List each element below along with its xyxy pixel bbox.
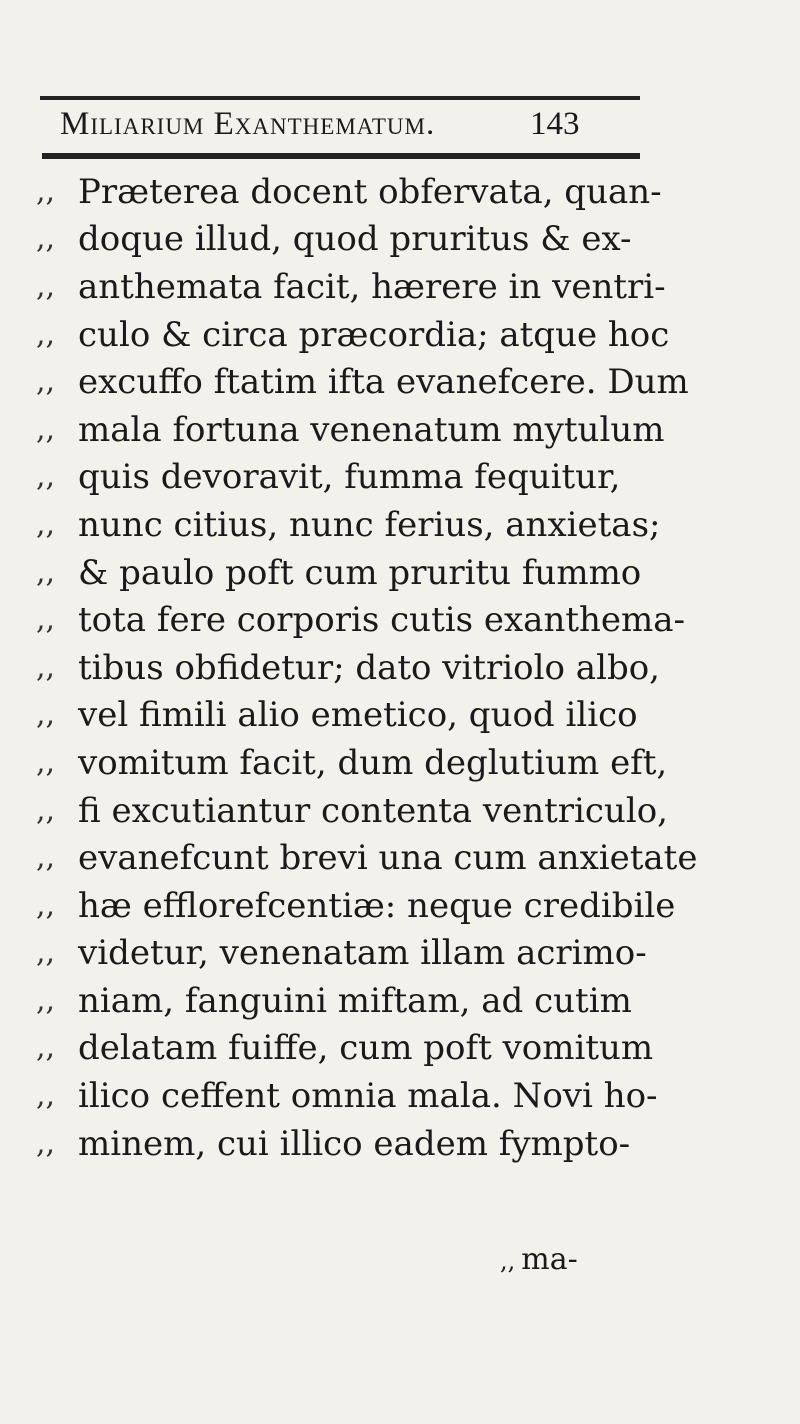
line-text: vomitum facit, dum deglutium eft, — [78, 742, 668, 783]
text-line — [36, 644, 736, 692]
line-text: tibus obfidetur; dato vitriolo albo, — [78, 647, 660, 688]
text-line — [36, 882, 736, 930]
quote-mark: ,, — [500, 1247, 516, 1275]
body-text — [36, 168, 736, 1167]
line-text: minem, cui illico eadem fympto- — [78, 1123, 631, 1164]
line-text: anthemata facit, hærere in ventri- — [78, 266, 666, 307]
quote-mark: ,, — [36, 935, 56, 971]
quote-mark: ,, — [36, 221, 56, 257]
quote-mark: ,, — [36, 1030, 56, 1066]
catchword — [500, 1242, 578, 1277]
line-text: quis devoravit, fumma fequitur, — [78, 457, 621, 498]
quote-mark: ,, — [36, 744, 56, 780]
quote-mark: ,, — [36, 173, 56, 209]
quote-mark: ,, — [36, 1125, 56, 1161]
quote-mark: ,, — [36, 459, 56, 495]
quote-mark: ,, — [36, 411, 56, 447]
text-line — [36, 168, 736, 216]
line-text: nunc citius, nunc ferius, anxietas; — [78, 504, 661, 545]
line-text: excuffo ftatim ifta evanefcere. Dum — [78, 362, 689, 403]
text-line — [36, 834, 736, 882]
page-number: 143 — [530, 106, 580, 142]
quote-mark: ,, — [36, 268, 56, 304]
line-text: niam, fanguini miftam, ad cutim — [78, 980, 632, 1021]
quote-mark: ,, — [36, 602, 56, 638]
quote-mark: ,, — [36, 792, 56, 828]
quote-mark: ,, — [36, 506, 56, 542]
running-title: Miliarium Exanthematum. — [60, 106, 436, 142]
text-line — [36, 692, 736, 740]
line-text: doque illud, quod pruritus & ex- — [78, 219, 632, 260]
header-rule-bottom — [42, 153, 640, 159]
line-text: ilico ceffent omnia mala. Novi ho- — [78, 1076, 658, 1117]
text-line — [36, 311, 736, 359]
text-line — [36, 930, 736, 978]
line-text: Præterea docent obfervata, quan- — [78, 171, 662, 212]
line-text: hæ efflorefcentiæ: neque credibile — [78, 885, 676, 926]
text-line — [36, 406, 736, 454]
text-line — [36, 501, 736, 549]
text-line — [36, 549, 736, 597]
line-text: tota fere corporis cutis exanthema- — [78, 600, 686, 641]
header-rule-top — [40, 96, 640, 100]
text-line — [36, 596, 736, 644]
line-text: mala fortuna venenatum mytulum — [78, 409, 665, 450]
line-text: culo & circa præcordia; atque hoc — [78, 314, 670, 355]
page-header — [60, 106, 660, 152]
quote-mark: ,, — [36, 982, 56, 1018]
text-line — [36, 1120, 736, 1168]
catchword-text: ma- — [521, 1242, 578, 1277]
text-line — [36, 977, 736, 1025]
quote-mark: ,, — [36, 840, 56, 876]
line-text: & paulo poft cum pruritu fummo — [78, 552, 642, 593]
text-line — [36, 1072, 736, 1120]
text-line — [36, 739, 736, 787]
line-text: evanefcunt brevi una cum anxietate — [78, 838, 698, 879]
text-line — [36, 1025, 736, 1073]
quote-mark: ,, — [36, 1078, 56, 1114]
line-text: delatam fuiffe, cum poft vomitum — [78, 1028, 654, 1069]
text-line — [36, 454, 736, 502]
text-line — [36, 787, 736, 835]
line-text: vel fimili alio emetico, quod ilico — [78, 695, 638, 736]
text-line — [36, 358, 736, 406]
quote-mark: ,, — [36, 697, 56, 733]
text-line — [36, 263, 736, 311]
quote-mark: ,, — [36, 554, 56, 590]
text-line — [36, 216, 736, 264]
quote-mark: ,, — [36, 316, 56, 352]
quote-mark: ,, — [36, 887, 56, 923]
line-text: fi excutiantur contenta ventriculo, — [78, 790, 668, 831]
line-text: videtur, venenatam illam acrimo- — [78, 933, 647, 974]
quote-mark: ,, — [36, 364, 56, 400]
quote-mark: ,, — [36, 649, 56, 685]
